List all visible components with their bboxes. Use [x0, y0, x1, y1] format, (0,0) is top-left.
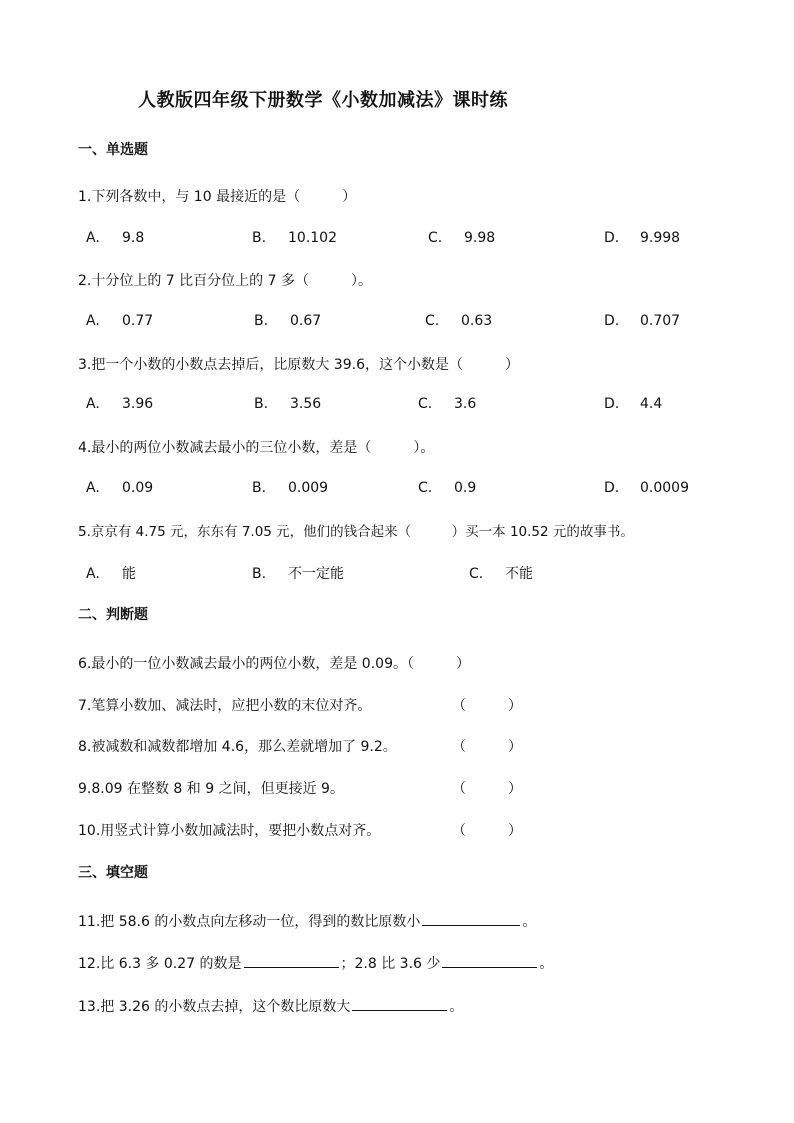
q3-option-a[interactable]: A. 3.96 [86, 396, 154, 412]
section-heading-fill-in: 三、填空题 [78, 865, 148, 881]
q1-option-c[interactable]: C. 9.98 [428, 230, 496, 246]
q4-option-c[interactable]: C. 0.9 [418, 480, 477, 496]
q1-option-a[interactable]: A. 9.8 [86, 230, 145, 246]
question-7: 7.笔算小数加、减法时，应把小数的末位对齐。 [78, 698, 372, 714]
q1-option-b[interactable]: B. 10.102 [252, 230, 337, 246]
q3-option-b[interactable]: B. 3.56 [254, 396, 322, 412]
q5-option-c[interactable]: C. 不能 [469, 566, 533, 582]
question-2: 2.十分位上的 7 比百分位上的 7 多（ ）。 [78, 273, 372, 289]
q1-option-d[interactable]: D. 9.998 [604, 230, 681, 246]
q4-option-b[interactable]: B. 0.009 [252, 480, 329, 496]
q2-option-c[interactable]: C. 0.63 [425, 313, 493, 329]
question-5: 5.京京有 4.75 元，东东有 7.05 元，他们的钱合起来（ ）买一本 10.52 元的故事书。 [78, 524, 634, 540]
question-10: 10.用竖式计算小数加减法时，要把小数点对齐。 [78, 823, 381, 839]
section-heading-true-false: 二、判断题 [78, 607, 148, 623]
question-13: 13.把 3.26 的小数点去掉，这个数比原数大 。 [78, 996, 463, 1016]
q2-option-b[interactable]: B. 0.67 [254, 313, 322, 329]
q10-answer-paren[interactable]: （ ） [452, 823, 522, 839]
question-11: 11.把 58.6 的小数点向左移动一位，得到的数比原数小 。 [78, 911, 536, 931]
q2-option-d[interactable]: D. 0.707 [604, 313, 681, 329]
q4-option-a[interactable]: A. 0.09 [86, 480, 154, 496]
q8-answer-paren[interactable]: （ ） [452, 739, 522, 755]
question-8: 8.被减数和减数都增加 4.6，那么差就增加了 9.2。 [78, 739, 397, 755]
question-9: 9.8.09 在整数 8 和 9 之间，但更接近 9。 [78, 781, 344, 797]
q9-answer-paren[interactable]: （ ） [452, 781, 522, 797]
question-1: 1.下列各数中，与 10 最接近的是（ ） [78, 189, 357, 205]
q5-option-a[interactable]: A. 能 [86, 566, 136, 582]
question-4: 4.最小的两位小数减去最小的三位小数，差是（ ）。 [78, 440, 435, 456]
q4-option-d[interactable]: D. 0.0009 [604, 480, 689, 496]
page-title: 人教版四年级下册数学《小数加减法》课时练 [138, 90, 508, 111]
section-heading-single-choice: 一、单选题 [78, 142, 148, 158]
q12-answer-blank-2[interactable] [442, 953, 537, 968]
q5-option-b[interactable]: B. 不一定能 [252, 566, 344, 582]
q13-answer-blank[interactable] [352, 996, 447, 1011]
question-6: 6.最小的一位小数减去最小的两位小数，差是 0.09。（ ） [78, 656, 470, 672]
q2-option-a[interactable]: A. 0.77 [86, 313, 154, 329]
q3-option-c[interactable]: C. 3.6 [418, 396, 477, 412]
q11-answer-blank[interactable] [422, 911, 520, 926]
question-12: 12.比 6.3 多 0.27 的数是 ；2.8 比 3.6 少 。 [78, 953, 553, 973]
q7-answer-paren[interactable]: （ ） [452, 698, 522, 714]
question-3: 3.把一个小数的小数点去掉后，比原数大 39.6，这个小数是（ ） [78, 357, 519, 373]
q12-answer-blank-1[interactable] [244, 953, 339, 968]
q3-option-d[interactable]: D. 4.4 [604, 396, 663, 412]
